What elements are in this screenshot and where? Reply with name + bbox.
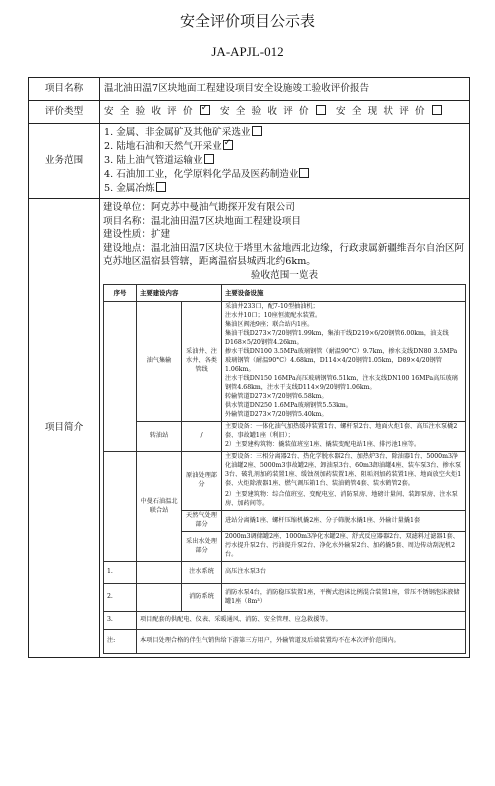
row-equipment: 主要设备：三相分离器2台、热化学脱水器2台、加热炉3台、除油器1台、5000m3净化油罐2座、5000m3事故罐2座、卸油泵3台、60m3卸油罐4座、装车泵3台、掺水泵3台、破乳剂加药装置1座、缓蚀剂加药装置1座、阻垢剂加药装置1座、地面放空火炬1套、火炬除液器1座、燃气调压箱1台、装油鹤管4套、装水鹤管2套。 2）主要建筑物：综合值班室、变配电室、消防泵房、地磅计量间、装卸泵房、注水泵房、加药间等。: [222, 452, 466, 511]
brief-content: [100, 199, 470, 658]
checkbox-icon[interactable]: [316, 105, 326, 115]
eval-type-label: 评价类型: [29, 101, 100, 124]
row-subsub: /: [182, 422, 222, 452]
publicity-table: [28, 77, 470, 658]
row-no: 3.: [104, 612, 137, 630]
acceptance-scope-table: [103, 284, 466, 654]
project-name-value: 温北油田温7区块地面工程建设项目安全设施竣工验收评价报告: [100, 78, 470, 101]
checkbox-icon[interactable]: [252, 126, 262, 136]
row-sub: 采出水处理部分: [182, 532, 222, 562]
checkbox-icon[interactable]: [156, 182, 166, 192]
checkbox-icon[interactable]: [299, 168, 309, 178]
row-sub: 转油站: [137, 422, 182, 452]
row-equipment: 2000m3调储罐2座、1000m3净化水罐2座、舒式反应器器2台、双滤料过滤器1套、污水提升泵2台、污油提升泵2台、净化水外输泵2台、加药撬5套、周边传动刮泥机2台。: [222, 532, 466, 562]
header-content: 主要建设内容: [137, 285, 222, 302]
row-equipment: 消防水泵4台，消防稳压装置1座，平衡式泡沫比例混合装置1座，常压不锈钢泡沫液储罐1座（8m³）: [222, 584, 466, 612]
row-equipment: 采油井233口，配7-10型抽油机； 注水井10口；10座恒流配水装置。 集油区阀池9座；联合站内1座。 集油干线D273×7/20钢管1.99km，集油干线D219×6/20钢管6.00km，油支线D168×5/20钢管4.26km。 掺水干线DN100 3.5MPa玻璃钢管（耐温90°C）9.7km，掺水支线DN80 3.5MPa玻璃钢管（耐温90°C）4.68km，D114×4/20钢管1.05km，D89×4/20钢管1.06km。 注水干线DN150 16MPa高压玻璃钢管6.51km，注水支线DN100 16MPa高压玻璃钢管4.68km，注水干支线D114×9/20钢管1.06km。 转输管道D273×7/20钢管6.58km。 供水管道DN250 1.6MPa玻璃钢管5.53km。 外输管道D273×7/20钢管5.40km。: [222, 302, 466, 422]
checkbox-checked-icon[interactable]: [200, 105, 210, 115]
scope-item-1: 1. 金属、非金属矿及其他矿采选业: [104, 126, 465, 140]
table-row: [104, 584, 466, 612]
brief-project-name: 项目名称：温北油田温7区块地面工程建设项目: [103, 215, 301, 227]
brief-label: 项目简介: [29, 199, 100, 658]
row-equipment: 进站分离撬1座、螺杆压缩机撬2座、分子筛脱水撬1座、外输计量撬1套: [222, 511, 466, 532]
row-subsub: 采油井、注水井、各类管线: [182, 302, 222, 422]
construction-unit: 建设单位：阿克苏中曼油气勘探开发有限公司: [103, 202, 295, 213]
scope-list: [100, 124, 470, 199]
eval-option-1: 安全验收评价: [104, 106, 199, 118]
row-no: 2.: [104, 584, 137, 612]
row-note: 本项目处理合格的伴生气销售给下游第三方用户，外输管道及后端装置均不在本次评价范围内。: [137, 630, 466, 654]
scope-item-5: 5. 金属冶炼: [104, 182, 465, 196]
row-sub: 消防系统: [182, 584, 222, 612]
header-equipment: 主要设备设施: [222, 285, 466, 302]
project-name-label: 项目名称: [29, 78, 100, 101]
eval-type-options: [100, 101, 470, 124]
scope-item-3: 3. 陆上油气管道运输业: [104, 154, 465, 168]
header-no: 序号: [104, 285, 137, 302]
row-sub: 注水系统: [182, 562, 222, 584]
checkbox-icon[interactable]: [432, 105, 442, 115]
table-row: [104, 562, 466, 584]
table-row: [104, 612, 466, 630]
row-sub: 天然气处理部分: [182, 511, 222, 532]
row-equipment: 主要设备：一体化油气加热缓冲装置1台、螺杆泵2台、地面火炬1套、高压注水泵橇2套、事故罐1座（利旧）； 2）主要建构筑物：撬装值班室1座、撬装变配电站1座、排污池1座等。: [222, 422, 466, 452]
row-equipment: 高压注水泵3台: [222, 562, 466, 584]
row-no: 注:: [104, 630, 137, 654]
row-sub: 原油处理部分: [182, 452, 222, 511]
row-no: 1.: [104, 562, 137, 584]
acceptance-scope-title: 验收范围一览表: [250, 269, 319, 281]
row-text: 项目配套的供配电、仪表、采暖通风、消防、安全管理、应急救援等。: [137, 612, 466, 630]
table-row: [104, 422, 466, 452]
scope-item-2: 2. 陆地石油和天然气开采业✓: [104, 140, 465, 154]
scope-label: 业务范围: [29, 124, 100, 199]
eval-option-2: 安全验收评价: [220, 106, 315, 118]
eval-option-3: 安全现状评价: [336, 106, 431, 118]
table-row: [104, 302, 466, 422]
construction-nature: 建设性质：扩建: [103, 229, 171, 240]
row-sub: 油气集输: [137, 302, 182, 422]
document-number: JA-APJL-012: [211, 44, 284, 59]
table-row: [104, 630, 466, 654]
page-title: 安全评价项目公示表: [179, 12, 315, 30]
scope-item-4: 4. 石油加工业，化学原料化学品及医药制造业: [104, 168, 465, 182]
row-group: 中曼石油温北联合站: [137, 452, 182, 562]
table-row: [104, 452, 466, 511]
checkbox-checked-icon[interactable]: [223, 140, 233, 150]
construction-location: 建设地点：温北油田温7区块位于塔里木盆地西北边缘，行政隶属新疆维吾尔自治区阿克苏地区温宿县管辖，距离温宿县城西北约6km。: [103, 242, 465, 267]
checkbox-icon[interactable]: [204, 154, 214, 164]
